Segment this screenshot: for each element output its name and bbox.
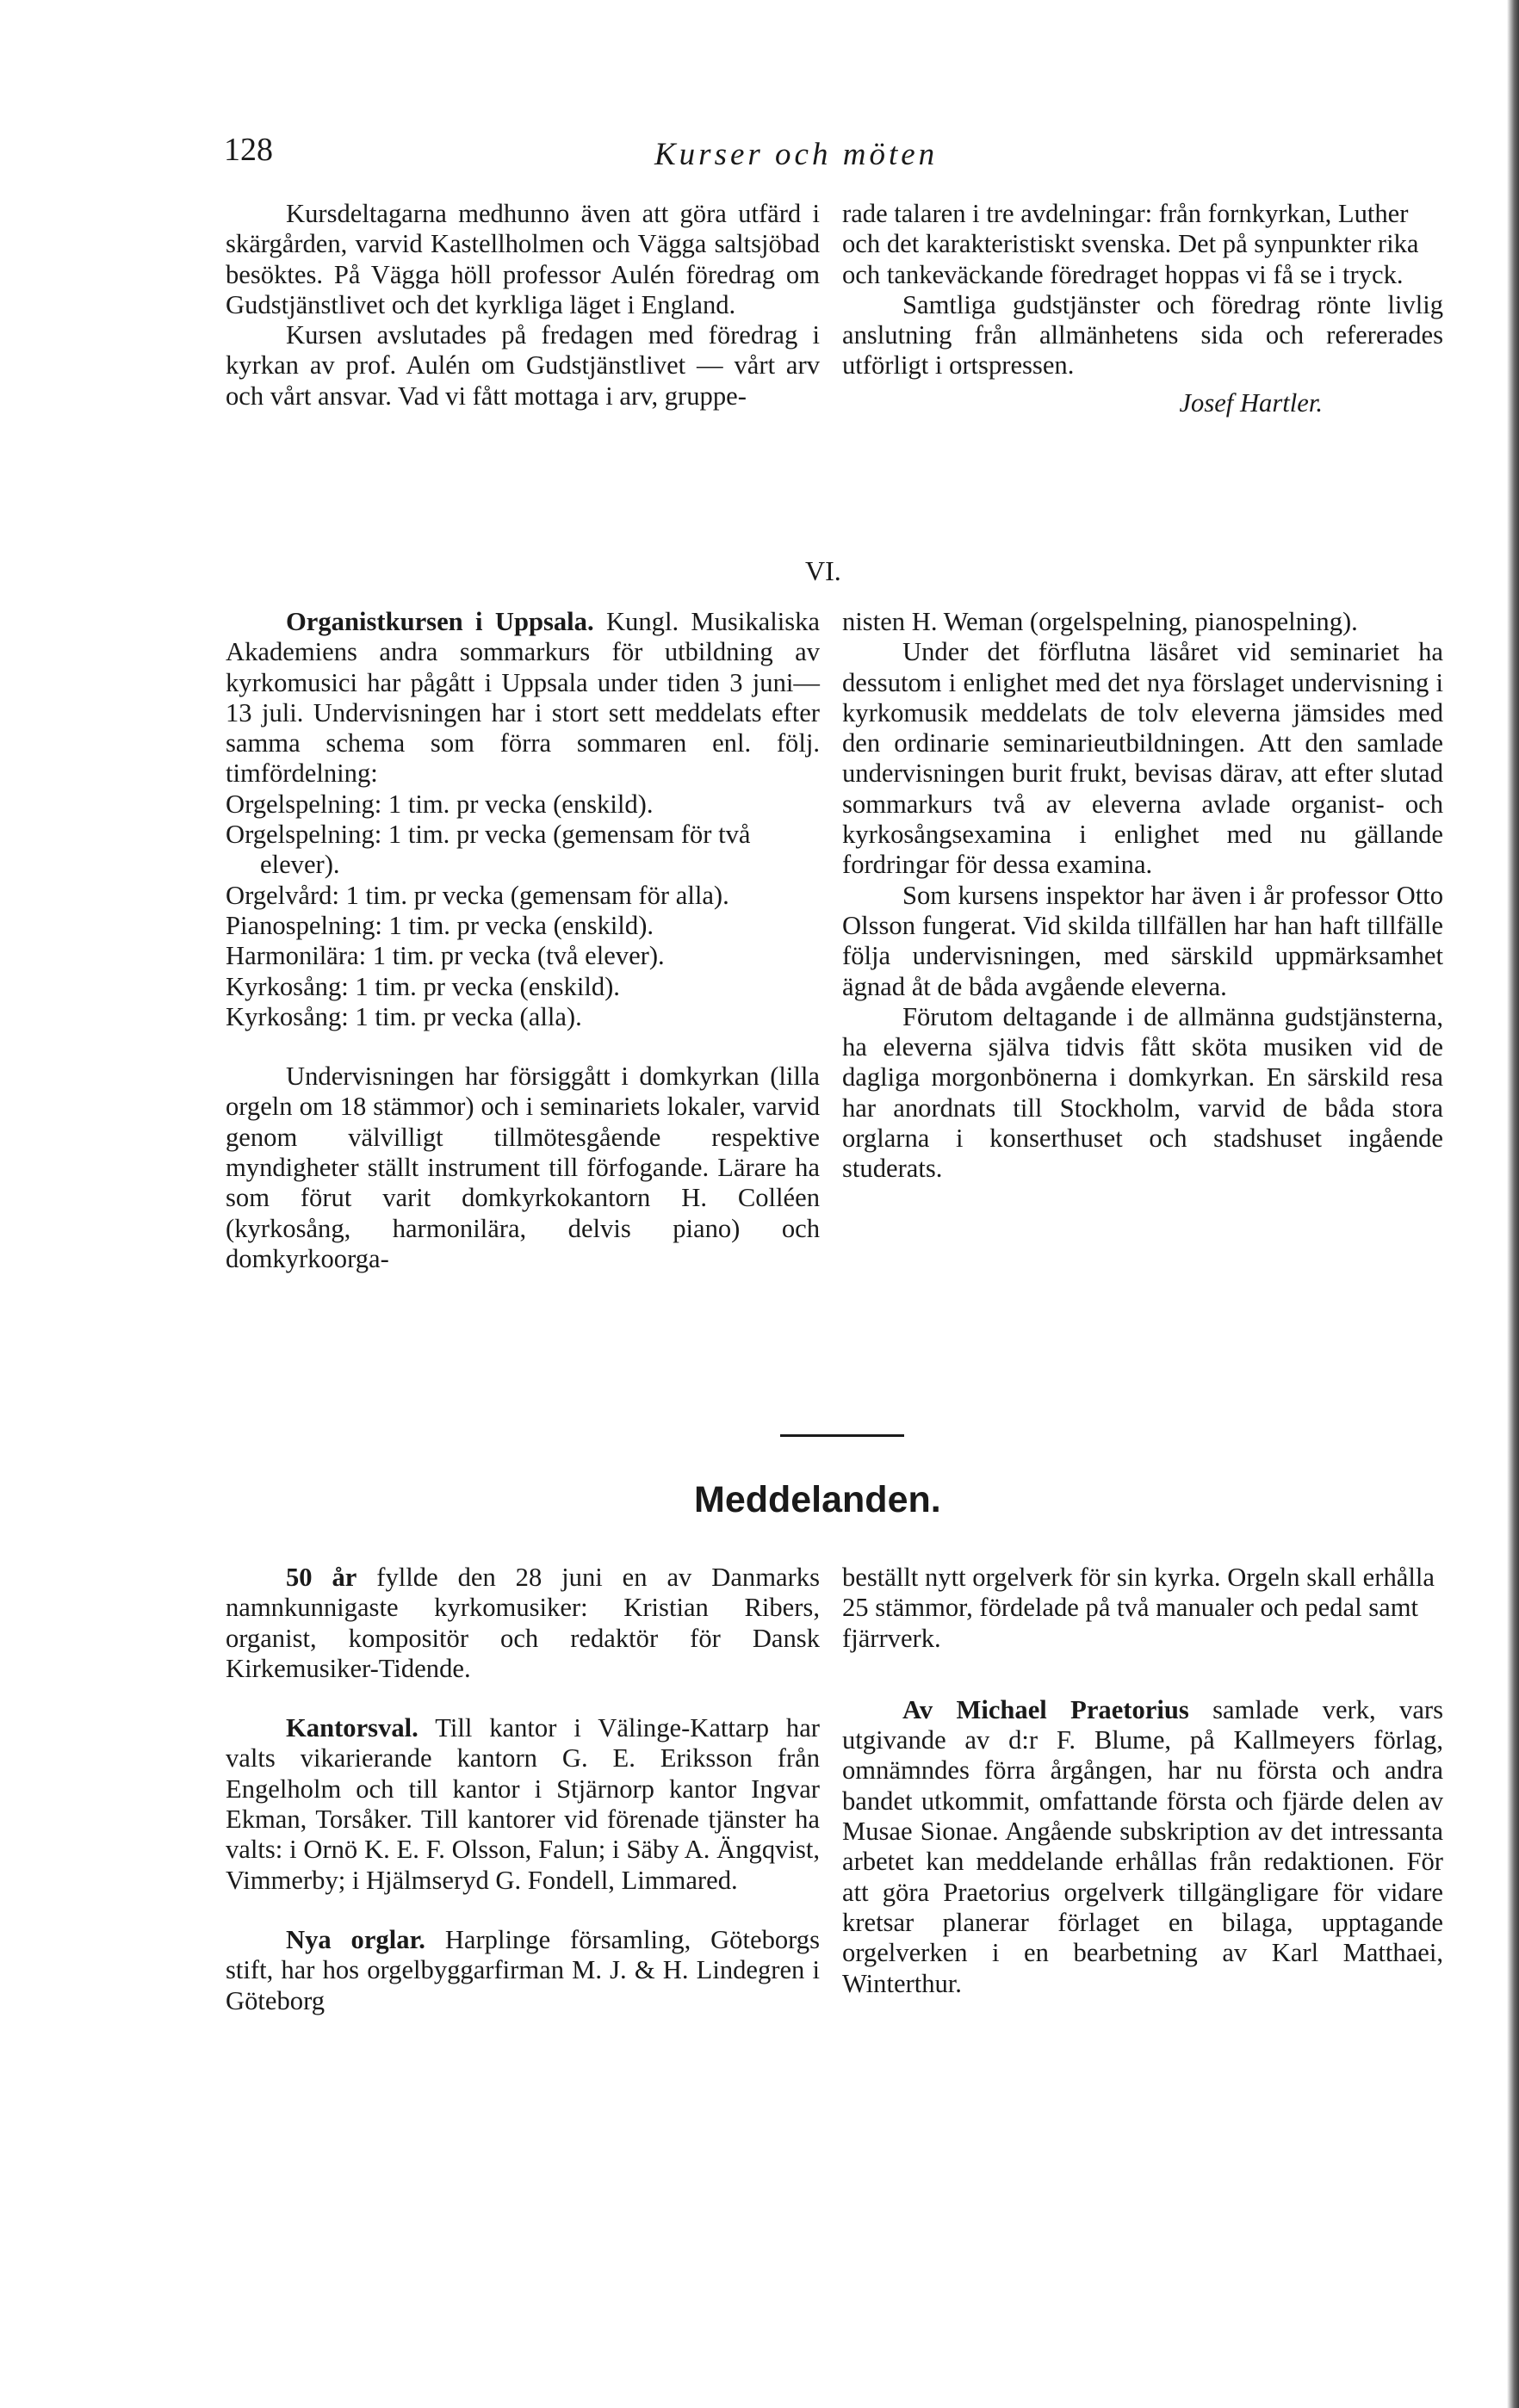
- news-item: [226, 1925, 820, 2016]
- schedule-item: Pianospelning: 1 tim. pr vecka (enskild).: [226, 910, 654, 940]
- news-text: fyllde den 28 juni en av Danmarks namnkunnigaste kyrkomusiker: Kristian Ribers, organist, kompositör och redaktör för Dansk Kirkemusiker-Tidende.: [226, 1563, 820, 1683]
- page-number: 128: [224, 132, 273, 168]
- paragraph: Förutom deltagande i de allmänna gudstjänsterna, ha eleverna själva tidvis fått sköta musiken vid de dagliga morgonbönerna i domkyrkan. En särskild resa har anordnats till Stockholm, varvid de båda stora orglarna i konserthuset och stadshuset ingående studerats.: [842, 1001, 1443, 1184]
- paragraph: nisten H. Weman (orgelspelning, pianospelning).: [842, 607, 1358, 636]
- section2-right-column: [842, 607, 1443, 1185]
- news-title: 50 år: [286, 1563, 357, 1592]
- paragraph: Undervisningen har försiggått i domkyrkan (lilla orgeln om 18 stämmor) och i seminariets lokaler, varvid genom välvilligt tillmötesgående respektive myndigheter ställt instrument till förfogande. Lärare ha som förut varit domkyrkokantorn H. Colléen (kyrkosång, harmonilära, delvis piano) och domkyrkoorga-: [226, 1062, 820, 1273]
- paragraph: Samtliga gudstjänster och föredrag rönte livlig anslutning från allmänhetens sida och refererades utförligt i ortspressen.: [842, 289, 1443, 381]
- schedule-item: Orgelspelning: 1 tim. pr vecka (enskild).: [226, 789, 654, 819]
- schedule-item: Harmonilära: 1 tim. pr vecka (två elever).: [226, 941, 665, 971]
- news-text: Till kantor i Välinge-Kattarp har valts vikarierande kantorn G. E. Eriksson från Engelholm och till kantor i Stjärnorp kantor Ingvar Ekman, Torsåker. Till kantorer vid förenade tjänster ha valts: i Ornö K. E. F. Olsson, Falun; i Säby A. Ängqvist, Vimmerby; i Hjälmseryd G. Fondell, Limmared.: [226, 1713, 820, 1895]
- news-title: Kantorsval.: [286, 1713, 418, 1743]
- schedule-item: Orgelspelning: 1 tim. pr vecka (gemensam för två elever).: [226, 820, 751, 880]
- section2-left-column: [226, 607, 820, 1274]
- schedule-item: Orgelvård: 1 tim. pr vecka (gemensam för alla).: [226, 880, 729, 910]
- news-text: beställt nytt orgelverk för sin kyrka. Orgeln skall erhålla 25 stämmor, fördelade på två manualer och pedal samt fjärrverk.: [842, 1563, 1435, 1653]
- signature: Josef Hartler.: [1179, 387, 1323, 418]
- news-title: Av Michael Praetorius: [902, 1694, 1189, 1724]
- intro-paragraph: [226, 607, 820, 789]
- section1-left-column: [226, 199, 820, 412]
- news-item: [842, 1695, 1443, 1999]
- schedule-item: Kyrkosång: 1 tim. pr vecka (enskild).: [226, 971, 620, 1001]
- running-title: Kurser och möten: [654, 137, 939, 172]
- section-number: VI.: [805, 555, 841, 586]
- schedule-item: Kyrkosång: 1 tim. pr vecka (alla).: [226, 1001, 582, 1031]
- news-text: samlade verk, vars utgivande av d:r F. Blume, på Kallmeyers förlag, omnämndes förra årgången, har nu första och andra bandet utkommit, omfattande första och fjärde delen av Musae Sionae. Angående subskription av det intressanta arbetet kan meddelande erhållas från redaktionen. För att göra Praetorius orgelverk tillgängligare för vidare kretsar planerar förlaget en bilaga, upptagande orgelverken i en bearbetning av Karl Matthaei, Winterthur.: [842, 1694, 1443, 1998]
- divider-rule: [780, 1434, 904, 1437]
- paragraph: Som kursens inspektor har även i år professor Otto Olsson fungerat. Vid skilda tillfällen har han haft tillfälle följa undervisningen, med särskild uppmärksamhet ägnad åt de båda avgående eleverna.: [842, 880, 1443, 1001]
- paragraph: Kursdeltagarna medhunno även att göra utfärd i skärgården, varvid Kastellholmen och Vägga saltsjöbad besöktes. På Vägga höll professor Aulén föredrag om Gudstjänstlivet och det kyrkliga läget i England.: [226, 199, 820, 319]
- section1-right-column: [842, 199, 1443, 418]
- news-item: [842, 1563, 1443, 1654]
- paragraph: Under det förflutna läsåret vid seminariet ha dessutom i enlighet med det nya förslaget undervisning i kyrkomusik meddelats de tolv eleverna jämsides med den ordinarie seminarieutbildningen. Att den samlade undervisningen burit frukt, bevisas därav, att efter slutad sommarkurs två av eleverna avlade organist- och kyrkosångsexamina i enlighet med nu gällande fordringar för dessa examina.: [842, 637, 1443, 880]
- paragraph: rade talaren i tre avdelningar: från fornkyrkan, Luther och det karakteristiskt svenska. Det på synpunkter rika och tankeväckande föredraget hoppas vi få se i tryck.: [842, 199, 1419, 289]
- news-item: [226, 1563, 820, 1684]
- scan-edge: [1507, 0, 1519, 2408]
- paragraph: Kursen avslutades på fredagen med föredrag i kyrkan av prof. Aulén om Gudstjänstlivet — vårt arv och vårt ansvar. Vad vi fått mottaga i arv, gruppe-: [226, 320, 820, 411]
- section-heading: Meddelanden.: [694, 1479, 941, 1520]
- news-left-column: [226, 1563, 820, 2016]
- news-right-column: [842, 1563, 1443, 1999]
- news-text: Harplinge församling, Göteborgs stift, har hos orgelbyggarfirman M. J. & H. Lindegren i Göteborg: [226, 1924, 820, 2015]
- news-title: Nya orglar.: [286, 1924, 425, 1954]
- article-title: Organistkursen i Uppsala.: [286, 607, 594, 636]
- intro-text: Kungl. Musikaliska Akademiens andra sommarkurs för utbildning av kyrkomusici har pågått i Uppsala under tiden 3 juni—13 juli. Undervisningen har i stort sett meddelats efter samma schema som förra sommaren enl. följ. timfördelning:: [226, 607, 820, 789]
- news-item: [226, 1713, 820, 1896]
